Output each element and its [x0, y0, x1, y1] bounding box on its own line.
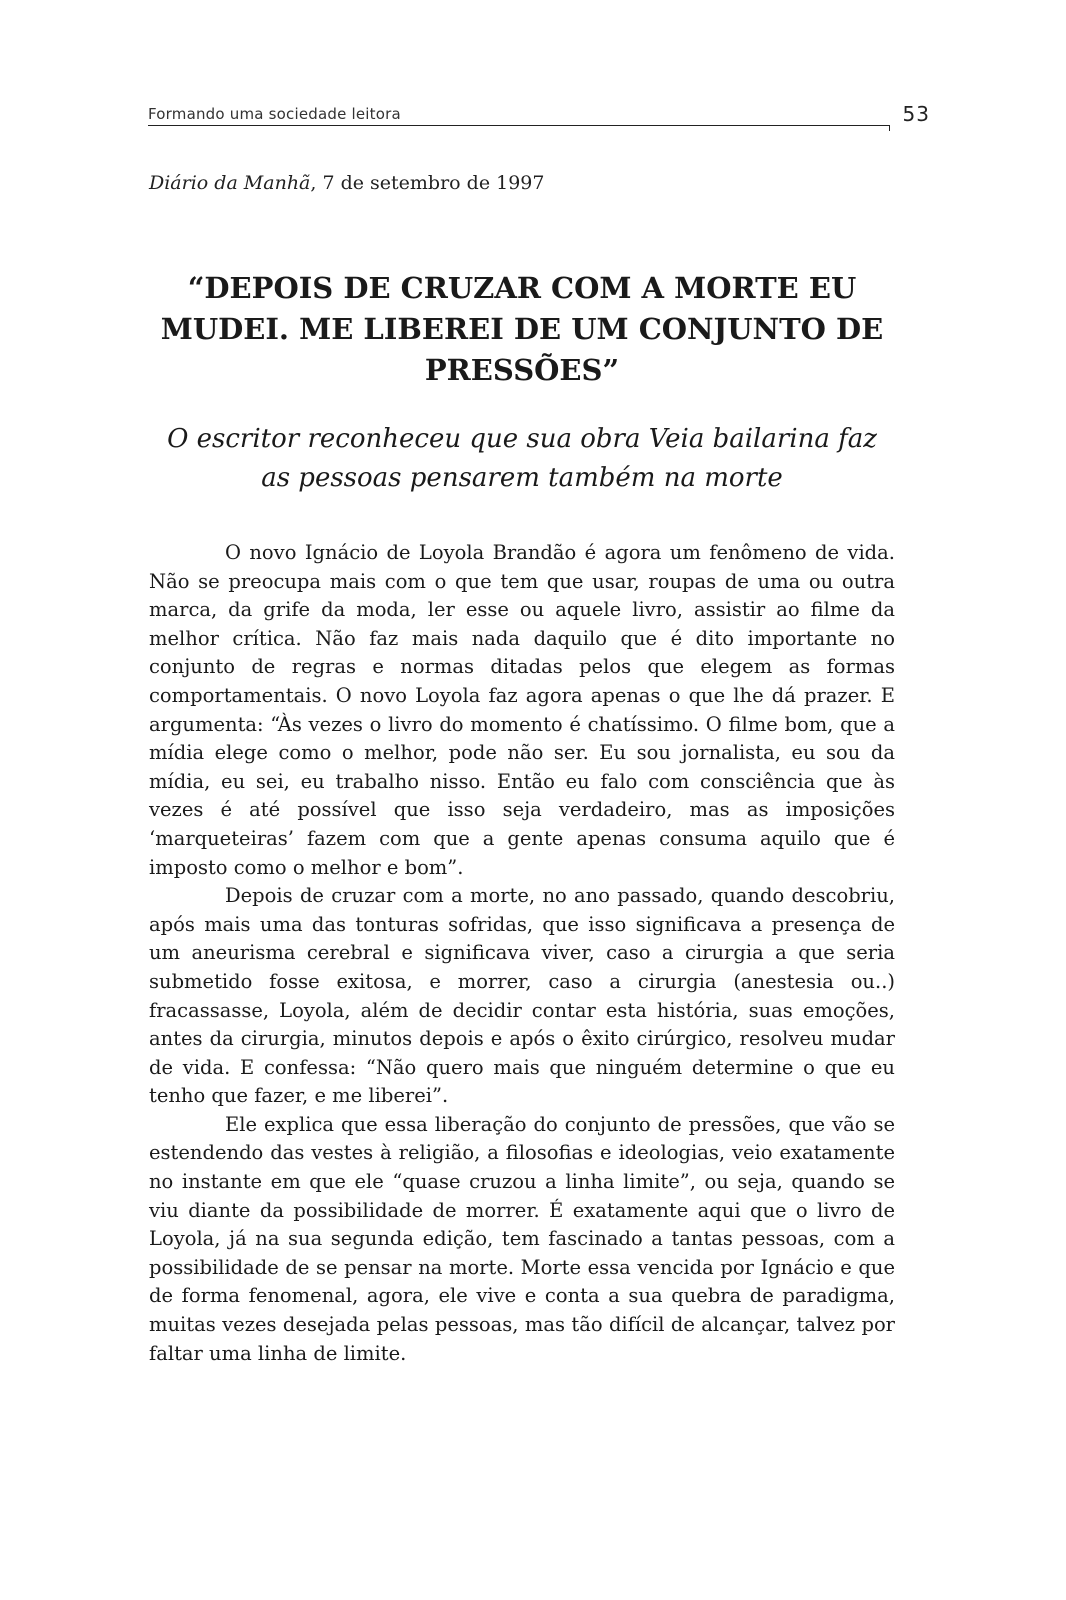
- page-number: 53: [902, 102, 930, 126]
- running-title: Formando uma sociedade leitora: [148, 105, 401, 123]
- article-body: [149, 539, 895, 1368]
- publication-date: , 7 de setembro de 1997: [310, 172, 545, 194]
- article-subheadline: O escritor reconheceu que sua obra Veia bailarina faz as pessoas pensarem também na morte: [167, 424, 877, 493]
- source-line: [149, 172, 544, 194]
- body-paragraph-1: O novo Ignácio de Loyola Brandão é agora um fenômeno de vida. Não se preocupa mais com o que tem que usar, roupas de uma ou outra marca, da grife da moda, ler esse ou aquele livro, assistir ao filme da melhor crítica. Não faz mais nada daquilo que é dito importante no conjunto de regras e normas ditadas pelos que elegem as formas comportamentais. O novo Loyola faz agora apenas o que lhe dá prazer. E argumenta: “Às vezes o livro do momento é chatíssimo. O filme bom, que a mídia elege como o melhor, pode não ser. Eu sou jornalista, eu sou da mídia, eu sei, eu trabalho nisso. Então eu falo com consciência que às vezes é até possível que isso seja verdadeiro, mas as imposições ‘marqueteiras’ fazem com que a gente apenas consuma aquilo que é imposto como o melhor e bom”.: [149, 541, 895, 879]
- page-header: [148, 100, 930, 130]
- body-paragraph-3: Ele explica que essa liberação do conjunto de pressões, que vão se estendendo das vestes à religião, a filosofias e ideologias, veio exatamente no instante em que ele “quase cruzou a linha limite”, ou seja, quando se viu diante da possibilidade de morrer. É exatamente aqui que o livro de Loyola, já na sua segunda edição, tem fascinado a tantas pessoas, com a possibilidade de se pensar na morte. Morte essa vencida por Ignácio e que de forma fenomenal, agora, ele vive e conta a sua quebra de paradigma, muitas vezes desejada pelas pessoas, mas tão difícil de alcançar, talvez por faltar uma linha de limite.: [149, 1112, 895, 1365]
- header-rule-tick: [889, 125, 890, 131]
- body-paragraph-2: Depois de cruzar com a morte, no ano passado, quando descobriu, após mais uma das tonturas sofridas, que isso significava a presença de um aneurisma cerebral e significava viver, caso a cirurgia a que seria submetido fosse exitosa, e morrer, caso a cirurgia (anestesia ou..) fracassasse, Loyola, além de decidir contar esta história, suas emoções, antes da cirurgia, minutos depois e após o êxito cirúrgico, resolveu mudar de vida. E confessa: “Não quero mais que ninguém determine o que eu tenho que fazer, e me liberei”.: [149, 884, 895, 1108]
- header-rule: [148, 125, 890, 126]
- article-headline: “DEPOIS DE CRUZAR COM A MORTE EU MUDEI. ME LIBEREI DE UM CONJUNTO DE PRESSÕES”: [160, 271, 884, 387]
- publication-name: Diário da Manhã: [149, 172, 311, 194]
